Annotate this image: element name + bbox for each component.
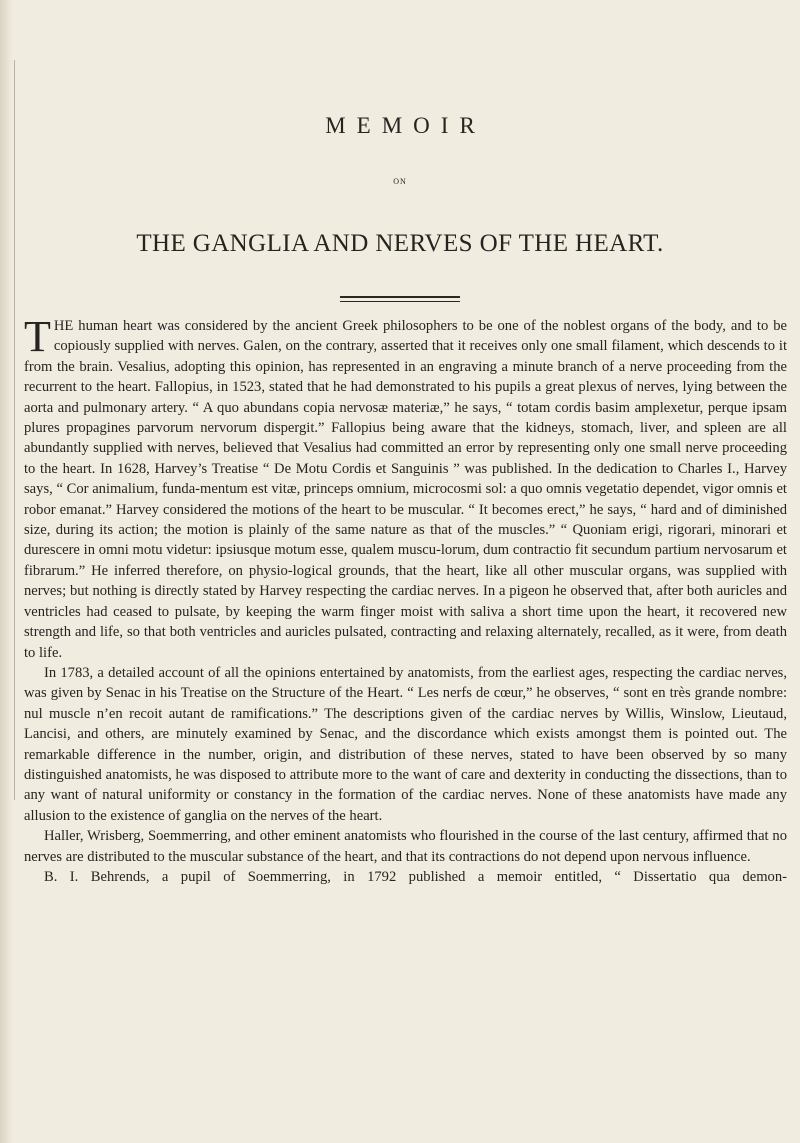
drop-cap: T <box>24 312 51 361</box>
page-edge-line <box>14 60 15 800</box>
paragraph-1-text: HE human heart was considered by the ancient Greek philosophers to be one of the noblest organs of the body, and to be copiously supplied with nerves. Galen, on the contrary, asserted that it receives only one small filament, which descends to it from the brain. Vesalius, adopting this opinion, has represented in an engraving a minute branch of a nerve proceeding from the recurrent to the heart. Fallopius, in 1523, stated that he had demonstrated to his pupils a great plexus of nerves, lying between the aorta and pulmonary artery. “ A quo abundans copia nervosæ materiæ,” he says, “ totam cordis basim amplexetur, perque ipsam plures propagines parvorum nervorum dispergit.” Fallopius being aware that the kidneys, stomach, liver, and spleen are all abundantly supplied with nerves, believed that Vesalius had committed an error by representing only one small nerve proceeding to the heart. In 1628, Harvey’s Treatise “ De Motu Cordis et Sanguinis ” was published. In the dedication to Charles I., Harvey says, “ Cor animalium, funda-mentum est vitæ, princeps omnium, microcosmi sol: a quo omnis vegetatio dependet, vigor omnis et robor emanat.” Harvey considered the motions of the heart to be muscular. “ It becomes erect,” he says, “ hard and of diminished size, during its action; the motion is plainly of the same nature as that of the muscles.” “ Quoniam erigi, rigorari, minorari et durescere in omni motu videtur: ipsiusque motum esse, qualem muscu-lorum, dum contractio fit secundum partium nervosarum et fibrarum.” He inferred therefore, on physio-logical grounds, that the heart, like all other muscular organs, was supplied with nerves; but nothing is directly stated by Harvey respecting the cardiac nerves. In a pigeon he observed that, after both auricles and ventricles had ceased to pulsate, by keeping the warm finger moist with saliva a short time upon the heart, it recovered new strength and life, so that both ventricles and auricles pulsated, contracting and relaxing alternately, recalled, as it were, from death to life. <box>24 318 787 661</box>
memoir-subtitle: THE GANGLIA AND NERVES OF THE HEART. <box>136 230 664 257</box>
body-text <box>24 312 787 887</box>
memoir-title: MEMOIR <box>325 113 486 138</box>
paragraph-1 <box>24 312 787 663</box>
paragraph-2: In 1783, a detailed account of all the opinions entertained by anatomists, from the earliest ages, respecting the cardiac nerves, was given by Senac in his Treatise on the Structure of the Heart. “ Les nerfs de cœur,” he observes, “ sont en très grande nombre: nul muscle n’en recoit autant de ramifications.” The descriptions given of the cardiac nerves by Willis, Winslow, Lieutaud, Lancisi, and others, are minutely examined by Senac, and the discordance which exists amongst them is pointed out. The remarkable difference in the number, origin, and distribution of these nerves, stated to have been observed by so many distinguished anatomists, he was disposed to attribute more to the want of care and dexterity in conducting the dissections, than to any want of natural uniformity or constancy in the formation of the cardiac nerves. None of these anatomists have made any allusion to the existence of ganglia on the nerves of the heart. <box>24 664 787 824</box>
paragraph-3: Haller, Wrisberg, Soemmerring, and other eminent anatomists who flourished in the course of the last century, affirmed that no nerves are distributed to the muscular substance of the heart, and that its contractions do not depend upon nervous influence. <box>24 828 787 865</box>
page-gutter-shadow <box>0 0 14 1143</box>
paragraph-4: B. I. Behrends, a pupil of Soemmerring, in 1792 published a memoir entitled, “ Dissertatio qua demon- <box>44 868 787 885</box>
title-connector: ON <box>393 177 407 186</box>
title-rule <box>340 296 460 302</box>
